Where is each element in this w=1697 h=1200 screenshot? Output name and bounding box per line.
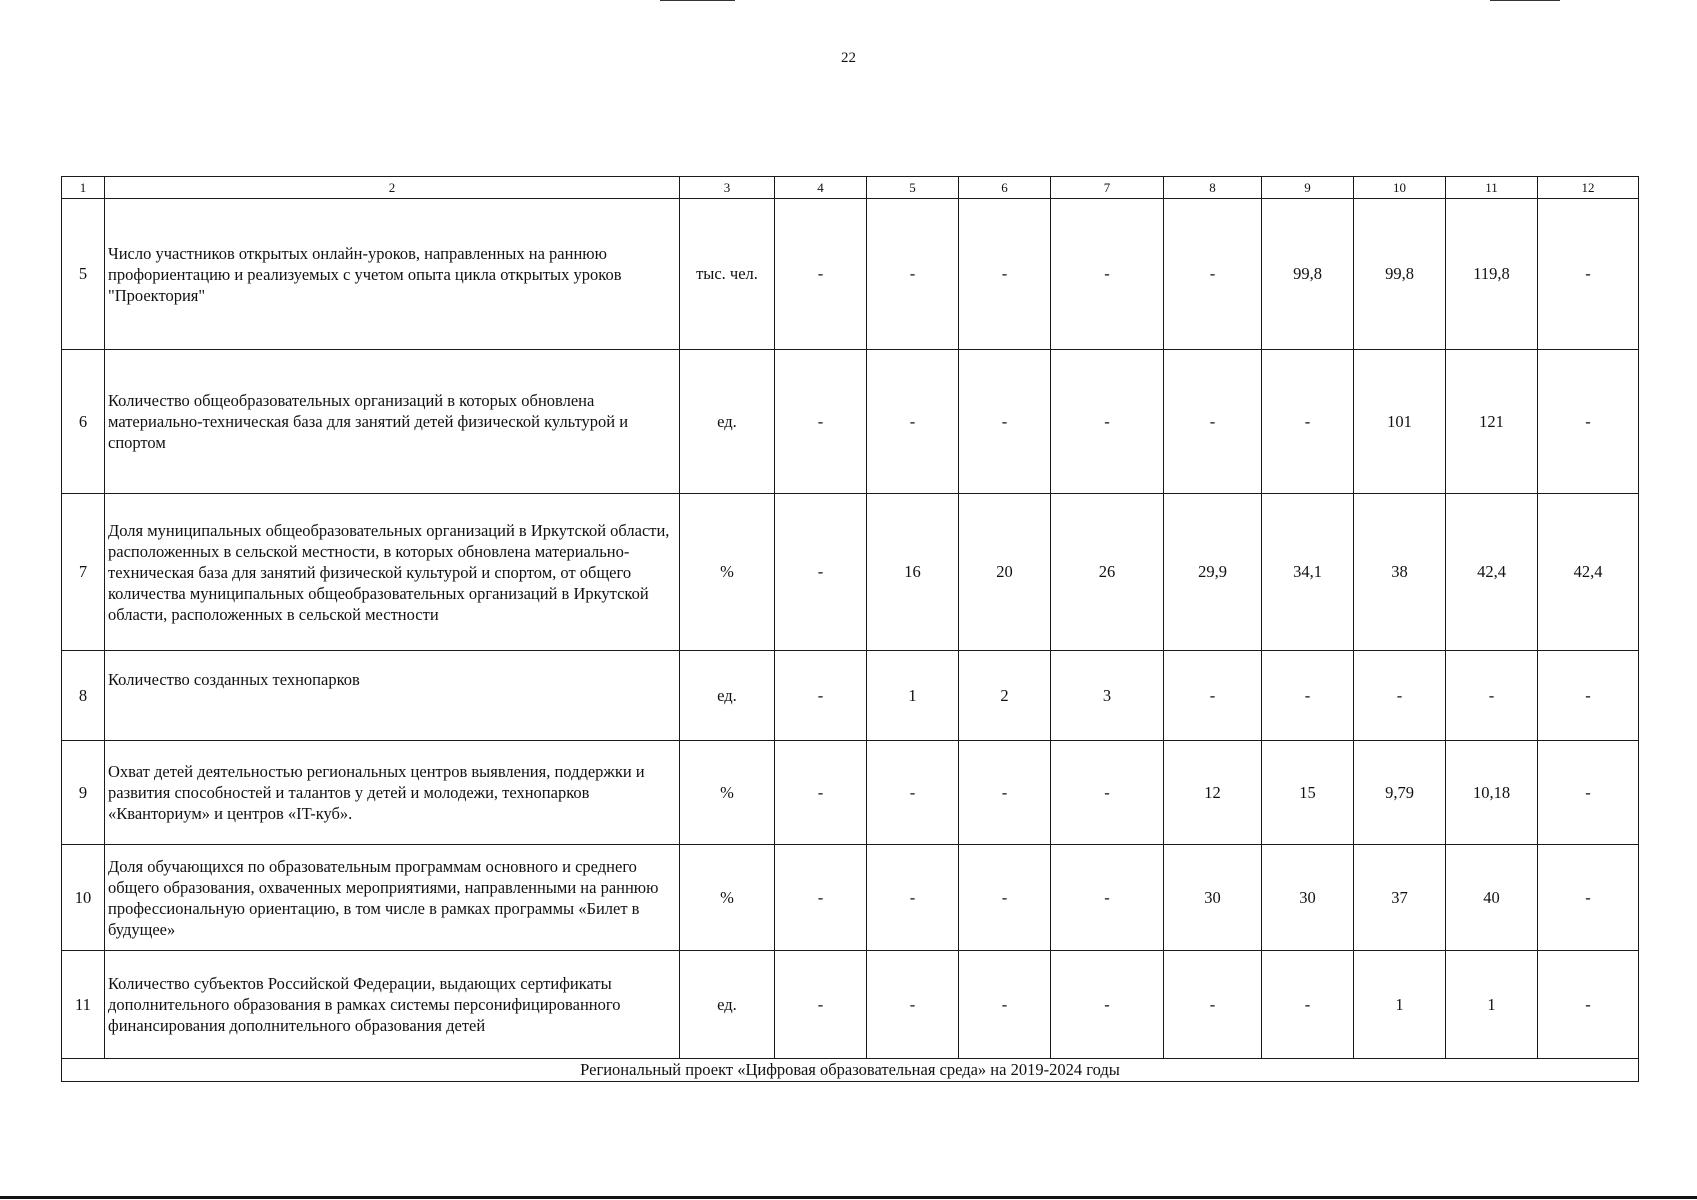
unit-cell: %	[680, 494, 775, 651]
page-number: 22	[841, 50, 856, 66]
value-cell: 12	[1164, 741, 1262, 845]
column-number-row	[62, 177, 1639, 199]
column-number: 10	[1354, 177, 1446, 199]
unit-cell: %	[680, 845, 775, 951]
indicator-description: Охват детей деятельностью региональных центров выявления, поддержки и развития способностей и талантов у детей и молодежи, технопарков «Кванториум» и центров «IT-куб».	[105, 741, 680, 845]
value-cell: 16	[867, 494, 959, 651]
indicators-table	[61, 176, 1639, 1082]
value-cell: -	[867, 350, 959, 494]
value-cell: -	[1538, 651, 1639, 741]
value-cell: 99,8	[1262, 199, 1354, 350]
column-number: 1	[62, 177, 105, 199]
column-number: 9	[1262, 177, 1354, 199]
column-number: 2	[105, 177, 680, 199]
column-number: 7	[1051, 177, 1164, 199]
value-cell: 29,9	[1164, 494, 1262, 651]
value-cell: -	[867, 741, 959, 845]
value-cell: -	[1538, 951, 1639, 1059]
column-number: 5	[867, 177, 959, 199]
value-cell: 26	[1051, 494, 1164, 651]
row-number: 7	[62, 494, 105, 651]
value-cell: -	[1262, 651, 1354, 741]
value-cell: 119,8	[1446, 199, 1538, 350]
value-cell: -	[1051, 199, 1164, 350]
row-number: 9	[62, 741, 105, 845]
value-cell: -	[1446, 651, 1538, 741]
indicator-description: Число участников открытых онлайн-уроков, направленных на раннюю профориентацию и реализуемых с учетом опыта цикла открытых уроков "Проектория"	[105, 199, 680, 350]
value-cell: -	[959, 741, 1051, 845]
value-cell: -	[1051, 845, 1164, 951]
column-number: 6	[959, 177, 1051, 199]
table-row	[62, 845, 1639, 951]
value-cell: 101	[1354, 350, 1446, 494]
row-number: 5	[62, 199, 105, 350]
value-cell: 121	[1446, 350, 1538, 494]
value-cell: -	[959, 199, 1051, 350]
value-cell: -	[775, 199, 867, 350]
value-cell: 99,8	[1354, 199, 1446, 350]
column-number: 12	[1538, 177, 1639, 199]
row-number: 10	[62, 845, 105, 951]
value-cell: 1	[1446, 951, 1538, 1059]
section-title-row	[62, 1059, 1639, 1082]
value-cell: -	[867, 199, 959, 350]
indicator-description: Доля обучающихся по образовательным программам основного и среднего общего образования, охваченных мероприятиями, направленными на раннюю профессиональную ориентацию, в том числе в рамках программы «Билет в будущее»	[105, 845, 680, 951]
table-row	[62, 741, 1639, 845]
table-row	[62, 494, 1639, 651]
column-number: 4	[775, 177, 867, 199]
table-row	[62, 350, 1639, 494]
indicator-description: Количество общеобразовательных организаций в которых обновлена материально-техническая база для занятий детей физической культурой и спортом	[105, 350, 680, 494]
value-cell: -	[867, 845, 959, 951]
unit-cell: ед.	[680, 651, 775, 741]
value-cell: -	[959, 951, 1051, 1059]
indicator-description: Доля муниципальных общеобразовательных организаций в Иркутской области, расположенных в сельской местности, в которых обновлена материально-техническая база для занятий физической культурой и спортом, от общего количества муниципальных общеобразовательных организаций в Иркутской области, расположенных в сельской местности	[105, 494, 680, 651]
value-cell: 15	[1262, 741, 1354, 845]
unit-cell: тыс. чел.	[680, 199, 775, 350]
value-cell: -	[1051, 741, 1164, 845]
column-number: 11	[1446, 177, 1538, 199]
value-cell: -	[867, 951, 959, 1059]
value-cell: -	[1164, 350, 1262, 494]
column-number: 8	[1164, 177, 1262, 199]
page-bottom-edge	[0, 1196, 1697, 1199]
value-cell: -	[1164, 951, 1262, 1059]
scan-mark	[660, 0, 735, 1]
value-cell: 10,18	[1446, 741, 1538, 845]
value-cell: 9,79	[1354, 741, 1446, 845]
unit-cell: %	[680, 741, 775, 845]
value-cell: 2	[959, 651, 1051, 741]
table-row	[62, 651, 1639, 741]
value-cell: -	[775, 951, 867, 1059]
value-cell: -	[959, 350, 1051, 494]
value-cell: -	[775, 741, 867, 845]
value-cell: -	[1262, 350, 1354, 494]
value-cell: 40	[1446, 845, 1538, 951]
value-cell: -	[1354, 651, 1446, 741]
value-cell: -	[1538, 741, 1639, 845]
value-cell: 1	[1354, 951, 1446, 1059]
indicator-description: Количество субъектов Российской Федерации, выдающих сертификаты дополнительного образования в рамках системы персонифицированного финансирования дополнительного образования детей	[105, 951, 680, 1059]
value-cell: -	[775, 494, 867, 651]
value-cell: -	[959, 845, 1051, 951]
value-cell: -	[775, 651, 867, 741]
table-row	[62, 951, 1639, 1059]
row-number: 6	[62, 350, 105, 494]
value-cell: -	[1262, 951, 1354, 1059]
value-cell: -	[1538, 199, 1639, 350]
value-cell: -	[1164, 651, 1262, 741]
value-cell: 37	[1354, 845, 1446, 951]
value-cell: 42,4	[1538, 494, 1639, 651]
row-number: 11	[62, 951, 105, 1059]
value-cell: -	[1164, 199, 1262, 350]
value-cell: 30	[1164, 845, 1262, 951]
value-cell: -	[1051, 350, 1164, 494]
table-row	[62, 199, 1639, 350]
value-cell: 1	[867, 651, 959, 741]
unit-cell: ед.	[680, 951, 775, 1059]
value-cell: 20	[959, 494, 1051, 651]
value-cell: 30	[1262, 845, 1354, 951]
value-cell: -	[1538, 350, 1639, 494]
value-cell: 34,1	[1262, 494, 1354, 651]
section-title: Региональный проект «Цифровая образовательная среда» на 2019-2024 годы	[62, 1059, 1639, 1082]
value-cell: -	[1538, 845, 1639, 951]
unit-cell: ед.	[680, 350, 775, 494]
value-cell: -	[1051, 951, 1164, 1059]
value-cell: -	[775, 845, 867, 951]
indicator-description: Количество созданных технопарков	[105, 651, 680, 741]
value-cell: -	[775, 350, 867, 494]
value-cell: 42,4	[1446, 494, 1538, 651]
column-number: 3	[680, 177, 775, 199]
row-number: 8	[62, 651, 105, 741]
value-cell: 3	[1051, 651, 1164, 741]
scan-mark	[1490, 0, 1560, 1]
value-cell: 38	[1354, 494, 1446, 651]
